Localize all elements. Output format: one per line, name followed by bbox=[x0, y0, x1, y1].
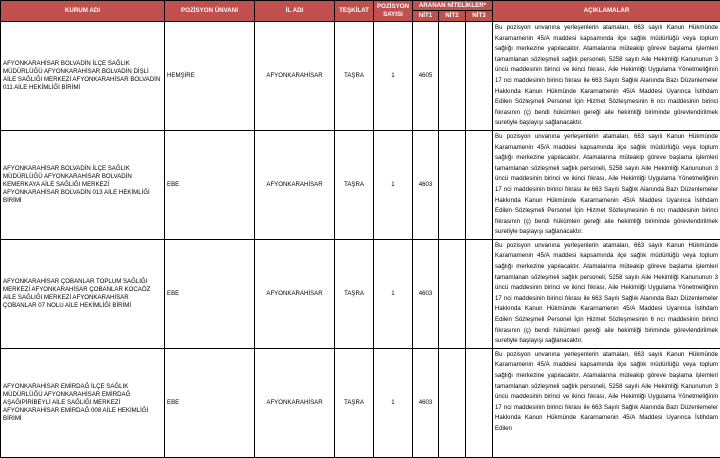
cell-kurum: AFYONKARAHİSAR BOLVADİN İLÇE SAĞLIK MÜDÜRLÜĞÜ AFYONKARAHİSAR BOLVADİN KEMERKAYA AİLE SAĞLIĞI MERKEZİ AFYONKARAHİSAR BOLVADİN 013 AİLE HEKİMLİĞİ BİRİMİ bbox=[1, 130, 165, 239]
cell-aciklama: Bu pozisyon unvanına yerleşenlerin atamaları, 663 sayılı Kanun Hükmünde Kararnamenin 45/A maddesi kapsamında ilçe sağlık müdürlüğü veya toplum sağlığı merkezine yapılacaktır. Atamalarına müteakip göreve başlama işlemleri tamamlanan sözleşmeli sağlık personeli, 5258 sayılı Aile Hekimliği Kanununun 3 üncü maddesinin birinci ve ikinci fıkrası, Aile Hekimliği Uygulama Yönetmeliğinin 17 nci maddesinin birinci fıkrası ile 663 Sayılı Sağlık Alanında Bazı Düzenlemeler Hakkında Kanun Hükmünde Kararnamenin 45/A Maddesi Uyarınca İstihdam Edilen Sözleşmeli Personel İçin Hizmet Sözleşmesinin 6 ncı maddesinin birinci fıkrasının (ç) bendi hükümleri gereği aile hekimliği biriminde görevlendirilmek suretiyle başlayışı sağlanacaktır. bbox=[493, 130, 720, 239]
cell-unvan: EBE bbox=[165, 348, 255, 457]
header-sayi: POZİSYON SAYISI bbox=[374, 1, 413, 22]
header-unvan: POZİSYON ÜNVANI bbox=[165, 1, 255, 22]
table-row bbox=[1, 239, 720, 348]
cell-nit2 bbox=[439, 239, 466, 348]
cell-nit3 bbox=[466, 130, 493, 239]
header-nitelikler: ARANAN NİTELİKLER* bbox=[413, 1, 493, 11]
header-aciklama: AÇIKLAMALAR bbox=[493, 1, 720, 22]
cell-sayi: 1 bbox=[374, 239, 413, 348]
cell-unvan: EBE bbox=[165, 239, 255, 348]
table-row bbox=[1, 130, 720, 239]
cell-nit1: 4605 bbox=[413, 22, 439, 131]
cell-sayi: 1 bbox=[374, 130, 413, 239]
cell-kurum: AFYONKARAHİSAR BOLVADİN İLÇE SAĞLIK MÜDÜRLÜĞÜ AFYONKARAHİSAR BOLVADİN DİŞLİ AİLE SAĞLIĞI MERKEZİ AFYONKARAHİSAR BOLVADİN 011 AİLE HEKİMLİĞİ BİRİMİ bbox=[1, 22, 165, 131]
cell-il: AFYONKARAHİSAR bbox=[255, 239, 335, 348]
header-kurum: KURUM ADI bbox=[1, 1, 165, 22]
header-nit3: NİT3 bbox=[466, 11, 493, 22]
cell-nit2 bbox=[439, 348, 466, 457]
cell-teskilat: TAŞRA bbox=[335, 22, 374, 131]
cell-nit3 bbox=[466, 348, 493, 457]
cell-nit3 bbox=[466, 239, 493, 348]
cell-teskilat: TAŞRA bbox=[335, 130, 374, 239]
header-il: İL ADI bbox=[255, 1, 335, 22]
cell-kurum: AFYONKARAHİSAR EMİRDAĞ İLÇE SAĞLIK MÜDÜRLÜĞÜ AFYONKARAHİSAR EMİRDAĞ AŞAĞIPİRİBEYLİ AİLE SAĞLIĞI MERKEZİ AFYONKARAHİSAR EMİRDAĞ 008 AİLE HEKİMLİĞİ BİRİMİ bbox=[1, 348, 165, 457]
cell-nit2 bbox=[439, 130, 466, 239]
cell-aciklama: Bu pozisyon unvanına yerleşenlerin atamaları, 663 sayılı Kanun Hükmünde Kararnamenin 45/A maddesi kapsamında ilçe sağlık müdürlüğü veya toplum sağlığı merkezine yapılacaktır. Atamalarına müteakip göreve başlama işlemleri tamamlanan sözleşmeli sağlık personeli, 5258 sayılı Aile Hekimliği Kanununun 3 üncü maddesinin birinci ve ikinci fıkrası, Aile Hekimliği Uygulama Yönetmeliğinin 17 nci maddesinin birinci fıkrası ile 663 Sayılı Sağlık Alanında Bazı Düzenlemeler Hakkında Kanun Hükmünde Kararnamenin 45/A Maddesi Uyarınca İstihdam Edilen Sözleşmeli Personel İçin Hizmet Sözleşmesinin 6 ncı maddesinin birinci fıkrasının (ç) bendi hükümleri gereği aile hekimliği biriminde görevlendirilmek suretiyle başlayışı sağlanacaktır. bbox=[493, 239, 720, 348]
table-row bbox=[1, 22, 720, 131]
cell-il: AFYONKARAHİSAR bbox=[255, 130, 335, 239]
header-row-top bbox=[1, 1, 720, 11]
cell-teskilat: TAŞRA bbox=[335, 239, 374, 348]
cell-sayi: 1 bbox=[374, 22, 413, 131]
cell-nit1: 4603 bbox=[413, 130, 439, 239]
cell-kurum: AFYONKARAHİSAR ÇOBANLAR TOPLUM SAĞLIĞI MERKEZİ AFYONKARAHİSAR ÇOBANLAR KOCAÖZ AİLE SAĞLIĞI MERKEZİ AFYONKARAHİSAR ÇOBANLAR 07 NOLU AİLE HEKİMLİĞİ BİRİMİ bbox=[1, 239, 165, 348]
cell-nit3 bbox=[466, 22, 493, 131]
cell-nit2 bbox=[439, 22, 466, 131]
cell-teskilat: TAŞRA bbox=[335, 348, 374, 457]
cell-il: AFYONKARAHİSAR bbox=[255, 22, 335, 131]
header-teskilat: TEŞKİLAT bbox=[335, 1, 374, 22]
cell-unvan: EBE bbox=[165, 130, 255, 239]
table-row bbox=[1, 348, 720, 457]
cell-sayi: 1 bbox=[374, 348, 413, 457]
header-nit1: NİT1 bbox=[413, 11, 439, 22]
header-nit2: NİT2 bbox=[439, 11, 466, 22]
cell-unvan: HEMŞİRE bbox=[165, 22, 255, 131]
cell-il: AFYONKARAHİSAR bbox=[255, 348, 335, 457]
cell-nit1: 4603 bbox=[413, 348, 439, 457]
cell-aciklama: Bu pozisyon unvanına yerleşenlerin atamaları, 663 sayılı Kanun Hükmünde Kararnamenin 45/A maddesi kapsamında ilçe sağlık müdürlüğü veya toplum sağlığı merkezine yapılacaktır. Atamalarına müteakip göreve başlama işlemleri tamamlanan sözleşmeli sağlık personeli, 5258 sayılı Aile Hekimliği Kanununun 3 üncü maddesinin birinci ve ikinci fıkrası, Aile Hekimliği Uygulama Yönetmeliğinin 17 nci maddesinin birinci fıkrası ile 663 Sayılı Sağlık Alanında Bazı Düzenlemeler Hakkında Kanun Hükmünde Kararnamenin 45/A Maddesi Uyarınca İstihdam Edilen bbox=[493, 348, 720, 457]
cell-nit1: 4603 bbox=[413, 239, 439, 348]
cell-aciklama: Bu pozisyon unvanına yerleşenlerin atamaları, 663 sayılı Kanun Hükmünde Kararnamenin 45/A maddesi kapsamında ilçe sağlık müdürlüğü veya toplum sağlığı merkezine yapılacaktır. Atamalarına müteakip göreve başlama işlemleri tamamlanan sözleşmeli sağlık personeli, 5258 sayılı Aile Hekimliği Kanununun 3 üncü maddesinin birinci ve ikinci fıkrası, Aile Hekimliği Uygulama Yönetmeliğinin 17 nci maddesinin birinci fıkrası ile 663 Sayılı Sağlık Alanında Bazı Düzenlemeler Hakkında Kanun Hükmünde Kararnamenin 45/A Maddesi Uyarınca İstihdam Edilen Sözleşmeli Personel İçin Hizmet Sözleşmesinin 6 ncı maddesinin birinci fıkrasının (ç) bendi hükümleri gereği aile hekimliği biriminde görevlendirilmek suretiyle başlayışı sağlanacaktır. bbox=[493, 22, 720, 131]
